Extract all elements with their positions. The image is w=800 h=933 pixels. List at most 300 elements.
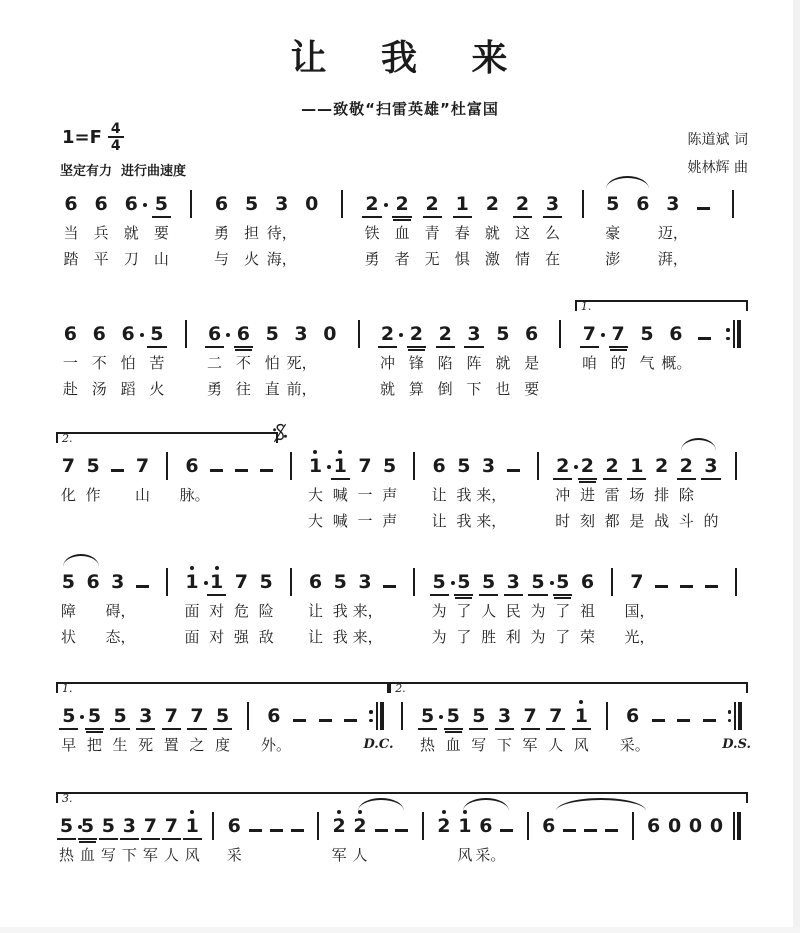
lyric-spacer [723,510,748,532]
lyric-syllable: 是 [524,354,540,372]
lyric-spacer [688,222,718,244]
lyric-spacer [674,600,699,622]
note [56,324,85,348]
notation-line-1 [56,168,748,270]
lyric-syllable: 进 [579,486,595,504]
note [146,194,176,218]
note-digit: 2 [436,324,455,348]
lyric-syllable: 冲 [555,486,571,504]
lyric-syllable: 雷 [604,486,620,504]
volta-bracket [56,790,748,840]
lyric-spacer [81,600,106,622]
note-digit: 1 [453,194,472,218]
rest-note [706,816,727,840]
barline [166,568,168,596]
duration-dash [229,469,254,480]
lyric-syllable: 人 [481,602,497,620]
lyric-syllable: 喊 [332,512,348,530]
lyric-spacer [371,844,392,866]
note-digit: 6 [636,193,650,215]
barline [341,190,343,218]
note [440,706,466,730]
note [517,706,543,730]
note [387,194,417,218]
note [140,816,161,840]
lyric-spacer [628,248,658,270]
lyric-spacer [171,352,200,374]
lyric-syllable: 火 [149,380,165,398]
lyric-syllable: 踏 [63,250,79,268]
note-digit: 5 [430,572,449,596]
note [261,706,287,730]
lyric-syllable: 了 [555,602,571,620]
note-digit: 6 [580,571,595,593]
note-digit: 6 [234,324,253,348]
lyric-spacer [229,484,254,506]
note [159,706,185,730]
note [604,324,633,348]
note-digit: 3 [481,455,496,477]
note [81,572,106,596]
dash-mark [507,469,520,472]
lyric-syllable: 采。 [475,846,506,864]
note-digit: 5 [57,816,76,840]
note [56,706,82,730]
lyric-syllable: 就 [495,354,511,372]
note [56,456,81,480]
note-digit: 2 [485,193,499,215]
note-digit: 7 [162,816,181,840]
lyric-spacer [308,844,329,866]
note-digit: 3 [666,193,680,215]
lyric-syllable: 这 [514,224,530,242]
lyric-syllable: 阵 [466,354,482,372]
note-digit: 6 [205,324,224,348]
dash-mark [136,585,149,588]
lyric-spacer [501,510,526,532]
lyric-syllable: 热 [420,736,436,754]
lyric-spacer [389,734,415,756]
lyric-syllable: 采 [226,846,242,864]
lyric-spacer [180,510,205,532]
lyric-spacer [287,734,313,756]
slur-arc-group [538,812,664,840]
note-digit: 6 [185,455,199,477]
lyric-syllable: 写 [471,736,487,754]
notes-row [56,430,748,480]
notation-line-4 [56,546,748,648]
note [237,194,267,218]
lyric-spacer [685,844,706,866]
note-digit: 5 [640,323,654,345]
composer-credit: 姚林辉 曲 [687,160,748,176]
barline-slot [722,702,748,730]
note-digit: 3 [543,194,562,218]
barline [527,812,529,840]
notation-line-5 [56,680,752,756]
note-digit: 5 [78,816,97,840]
lyric-spacer [287,844,308,866]
note [475,816,496,840]
barline [212,812,214,840]
volta-number: 1. [62,682,73,695]
lyric-spacer [402,626,427,648]
lyric-spacer [546,378,575,400]
note [466,706,492,730]
barline-slot [412,812,433,840]
lyric-syllable: 军 [331,846,347,864]
lyric-syllable: 不 [235,354,251,372]
note [56,572,81,596]
barline [185,320,187,348]
lyric-spacer [433,844,454,866]
note-digit: 6 [118,324,137,348]
note [476,456,501,480]
barline-slot [155,452,180,480]
note [130,456,155,480]
dash-mark [652,719,665,722]
barline [735,568,737,596]
note [353,456,378,480]
lyric-syllable: 陷 [437,354,453,372]
lyric-spacer [671,734,697,756]
note [431,324,460,348]
dash-mark [344,719,357,722]
lyric-syllable: 早 [61,736,77,754]
lyric-syllable: 对 [209,628,225,646]
octave-dot [215,566,219,570]
lyric-syllable: 要 [524,380,540,398]
lyric-syllable: 血 [79,846,95,864]
lyric-spacer [580,844,601,866]
duration-dash [254,469,279,480]
lyric-syllable: 咱 [581,354,597,372]
lyric-spacer [155,484,180,506]
lyric-syllable: 就 [123,224,139,242]
lyric-syllable: 态， [105,628,136,646]
dash-mark [500,829,513,832]
note [182,816,203,840]
lyric-spacer [278,600,303,622]
dash-mark [705,585,718,588]
lyric-spacer [377,626,402,648]
lyric-syllable: 一 [62,354,78,372]
duration-dash [105,469,130,480]
lyrics-row [56,600,748,622]
note [204,572,229,596]
lyric-syllable: 人 [352,846,368,864]
lyrics-row [56,222,748,244]
lyric-syllable: 了 [456,628,472,646]
note-digit: 6 [646,815,661,837]
note-digit: 5 [110,706,129,730]
barline [290,452,292,480]
lyric-spacer [604,378,633,400]
lyric-syllable: 场 [629,486,645,504]
lyric-spacer [312,734,338,756]
duration-dash [245,829,266,840]
note [287,324,316,348]
lyric-spacer [105,510,130,532]
volta-bracket [575,298,748,348]
key-label: 1=F [62,127,102,148]
lyric-spacer [601,844,622,866]
lyricist-credit: 陈道斌 词 [687,132,748,148]
note [56,816,77,840]
note [107,706,133,730]
note-digit: 5 [59,706,78,730]
note-digit: 2 [434,816,453,840]
lyric-syllable: 祖 [579,602,595,620]
note-digit: 5 [444,706,463,730]
note-digit: 2 [378,324,397,348]
barline [582,190,584,218]
note-digit: 2 [654,455,669,477]
octave-dot [338,450,342,454]
note [699,456,724,480]
note-digit: 6 [94,193,108,215]
lyric-syllable: 斗 [678,512,694,530]
dash-mark [677,719,690,722]
note-digit: 6 [122,194,141,218]
lyric-syllable: 军 [522,736,538,754]
note-digit: 6 [63,323,78,345]
lyric-spacer [402,484,427,506]
lyric-syllable: 下 [496,736,512,754]
lyric-syllable: 碍， [105,602,136,620]
note [350,816,371,840]
lyric-spacer [568,222,598,244]
lyric-syllable: 死 [138,736,154,754]
lyric-syllable: 风 [457,846,473,864]
note [105,572,130,596]
note [56,194,86,218]
lyric-spacer [649,600,674,622]
note-digit: 2 [392,194,411,218]
duration-dash [312,719,338,730]
note [82,706,108,730]
note [184,706,210,730]
lyric-syllable: 为 [530,628,546,646]
lyric-syllable: 就 [484,224,500,242]
note [303,572,328,596]
note-digit: 5 [454,572,473,596]
barline-slot [600,568,625,596]
barline [413,568,415,596]
lyric-syllable: 情 [514,250,530,268]
barline [166,452,168,480]
duration-dash [204,469,229,480]
lyric-syllable: 死， [286,354,317,372]
note [488,324,517,348]
lyric-spacer [327,248,357,270]
note [98,816,119,840]
lyric-spacer [402,600,427,622]
page-edge-shading-right [793,0,800,933]
note-digit: 7 [187,706,206,730]
duration-dash [697,719,723,730]
note [357,194,387,218]
note-digit: 2 [553,456,572,480]
lyric-syllable: 险 [258,602,274,620]
note [538,194,568,218]
barline-slot [171,320,200,348]
lyric-syllable: 都 [604,512,620,530]
note [460,324,489,348]
lyric-syllable: 勇 [364,250,380,268]
lyric-spacer [204,484,229,506]
note-digit: 0 [688,815,703,837]
lyric-syllable: D.C. [363,737,394,752]
octave-dot [358,810,362,814]
lyric-syllable: 直 [264,380,280,398]
repeat-dots [728,702,732,730]
lyric-syllable: 生 [112,736,128,754]
lyric-spacer [723,484,748,506]
lyric-syllable: 锋 [408,354,424,372]
dash-mark [605,829,618,832]
lyric-syllable: 让 [431,512,447,530]
repeat-end-barline [728,702,743,730]
duration-dash [690,337,719,348]
note-digit: 3 [294,323,308,345]
lyric-syllable: 概。 [661,354,692,372]
lyric-syllable: 往 [235,380,251,398]
lyric-syllable: 我 [456,486,472,504]
slur-arc-group [598,194,658,218]
note-digit: 1 [207,572,226,596]
slur-arc-group [350,816,413,840]
note [86,194,116,218]
note-digit: 3 [111,571,125,593]
lyric-syllable: 惧 [454,250,470,268]
lyric-syllable: 国， [624,602,655,620]
lyrics-row [56,734,752,756]
slur-arc-group [674,456,723,480]
note [447,194,477,218]
note-digit: 5 [606,193,620,215]
lyric-syllable: 当 [63,224,79,242]
note-digit: 3 [701,456,720,480]
note [114,324,143,348]
barline-slot [278,568,303,596]
lyric-syllable: 待， [266,224,297,242]
rest-note [685,816,706,840]
lyric-spacer [628,222,658,244]
duration-dash [130,585,155,596]
lyric-syllable: 汤 [91,380,107,398]
lyric-spacer [699,484,724,506]
lyric-syllable: 我 [332,602,348,620]
note [254,572,279,596]
dash-mark [698,337,711,340]
lyric-spacer [718,222,748,244]
lyric-spacer [338,734,364,756]
duration-dash [501,469,526,480]
note [180,572,205,596]
note [476,572,501,596]
lyric-spacer [297,248,327,270]
dash-mark [319,719,332,722]
lyric-syllable: 怕 [264,354,280,372]
notation-line-2 [56,298,748,400]
note-digit: 3 [136,706,155,730]
dash-mark [270,829,283,832]
lyric-spacer [723,600,748,622]
lyric-syllable: 担 [244,224,260,242]
lyric-syllable: 除 [678,486,694,504]
barline-slot [278,452,303,480]
lyric-syllable: 勇 [207,380,223,398]
lyric-syllable: 兵 [93,224,109,242]
dash-mark [383,585,396,588]
lyric-spacer [130,626,155,648]
note [575,324,604,348]
note [427,572,452,596]
lyric-spacer [155,626,180,648]
lyric-syllable: 青 [424,224,440,242]
duration-dash [377,585,402,596]
lyric-syllable: 时 [555,512,571,530]
lyric-spacer [661,378,690,400]
lyric-spacer [674,626,699,648]
volta-bracket [56,430,278,480]
note [81,456,106,480]
barline [401,702,403,730]
note [229,572,254,596]
note-digit: 6 [669,323,683,345]
lyric-syllable: 气 [639,354,655,372]
augmentation-dot [140,333,144,337]
note [258,324,287,348]
barline-slot [727,812,748,840]
barline-slot [203,812,224,840]
note-digit: 5 [265,323,279,345]
lyric-syllable: 激 [484,250,500,268]
note-digit: 5 [244,193,259,215]
lyric-syllable: 喊 [332,486,348,504]
dash-mark [235,469,248,472]
lyric-spacer [392,844,413,866]
lyric-spacer [266,844,287,866]
volta-number: 3. [62,792,73,805]
lyric-spacer [643,844,664,866]
note [329,816,350,840]
note [569,706,595,730]
barline-slot [568,190,598,218]
note-digit: 5 [418,706,437,730]
augmentation-dot [384,203,388,207]
lyric-syllable: 山 [135,486,151,504]
lyric-spacer [633,378,662,400]
lyric-syllable: 的 [703,512,719,530]
note-digit: 7 [521,706,540,730]
lyric-spacer [297,222,327,244]
lyric-syllable: 利 [505,628,521,646]
lyric-spacer [229,510,254,532]
note [633,324,662,348]
note [328,572,353,596]
duration-dash [287,719,313,730]
note [433,816,454,840]
barline [632,812,634,840]
barline [317,812,319,840]
dash-mark [697,207,710,210]
lyric-syllable: 火 [244,250,260,268]
barline-slot [622,812,643,840]
lyric-spacer [546,352,575,374]
song-subtitle: ——致敬“扫雷英雄”杜富国 [301,100,499,118]
